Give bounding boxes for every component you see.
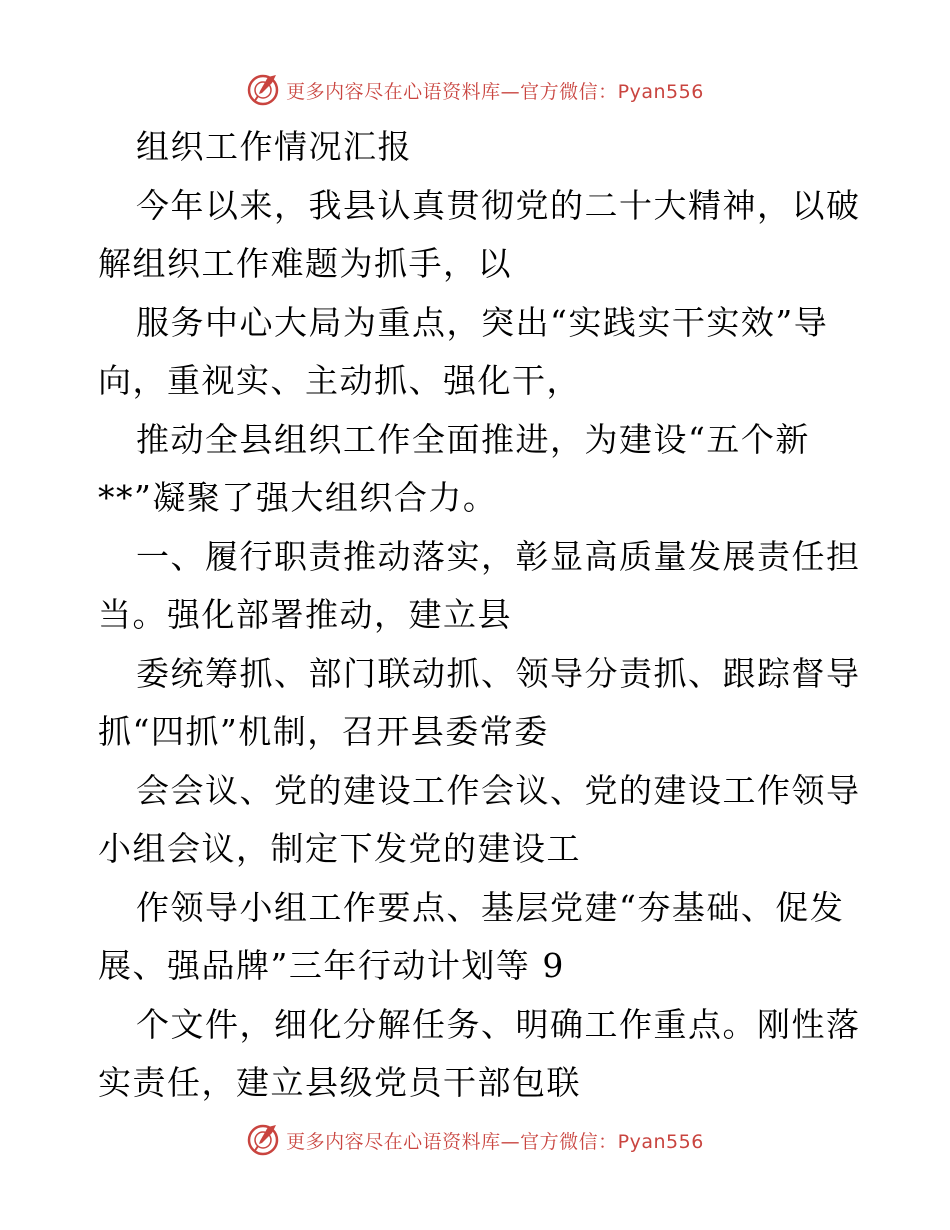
paragraph-line: 个文件，细化分解任务、明确工作重点。刚性落: [136, 1004, 861, 1044]
paragraph-line: 推动全县组织工作全面推进，为建设“五个新: [136, 419, 810, 459]
document-body: [98, 118, 868, 1113]
paragraph-line: 委统筹抓、部门联动抓、领导分责抓、跟踪督导: [136, 653, 861, 693]
paragraph-line: 作领导小组工作要点、基层党建“夯基础、促发: [136, 887, 845, 927]
paragraph-line: 解组织工作难题为抓手，以: [98, 244, 512, 283]
paragraph-line: 实责任，建立县级党员干部包联: [98, 1063, 581, 1102]
header-watermark: [0, 70, 950, 110]
paragraph-line: 向，重视实、主动抓、强化干，: [98, 361, 581, 400]
paragraph-line: 抓“四抓”机制，召开县委常委: [98, 712, 549, 751]
pen-logo-icon: [246, 73, 280, 107]
paragraph-line: **”凝聚了强大组织合力。: [98, 478, 498, 517]
pen-logo-icon: [246, 1123, 280, 1157]
section-heading-line: 一、履行职责推动落实，彰显高质量发展责任担: [136, 536, 861, 576]
paragraph-line: 当。强化部署推动，建立县: [98, 595, 512, 634]
paragraph-line: 今年以来，我县认真贯彻党的二十大精神，以破: [136, 185, 861, 225]
footer-watermark-inner: [246, 1123, 704, 1157]
footer-watermark-text: 更多内容尽在心语资料库—官方微信：Pyan556: [286, 1130, 704, 1153]
document-title: 组织工作情况汇报: [136, 127, 412, 166]
paragraph-line: 展、强品牌”三年行动计划等 9: [98, 946, 565, 985]
paragraph-line: 会会议、党的建设工作会议、党的建设工作领导: [136, 770, 861, 810]
footer-watermark: [0, 1120, 950, 1160]
paragraph-line: 服务中心大局为重点，突出“实践实干实效”导: [136, 302, 829, 342]
header-watermark-text: 更多内容尽在心语资料库—官方微信：Pyan556: [286, 80, 704, 103]
header-watermark-inner: [246, 73, 704, 107]
paragraph-line: 小组会议，制定下发党的建设工: [98, 829, 581, 868]
